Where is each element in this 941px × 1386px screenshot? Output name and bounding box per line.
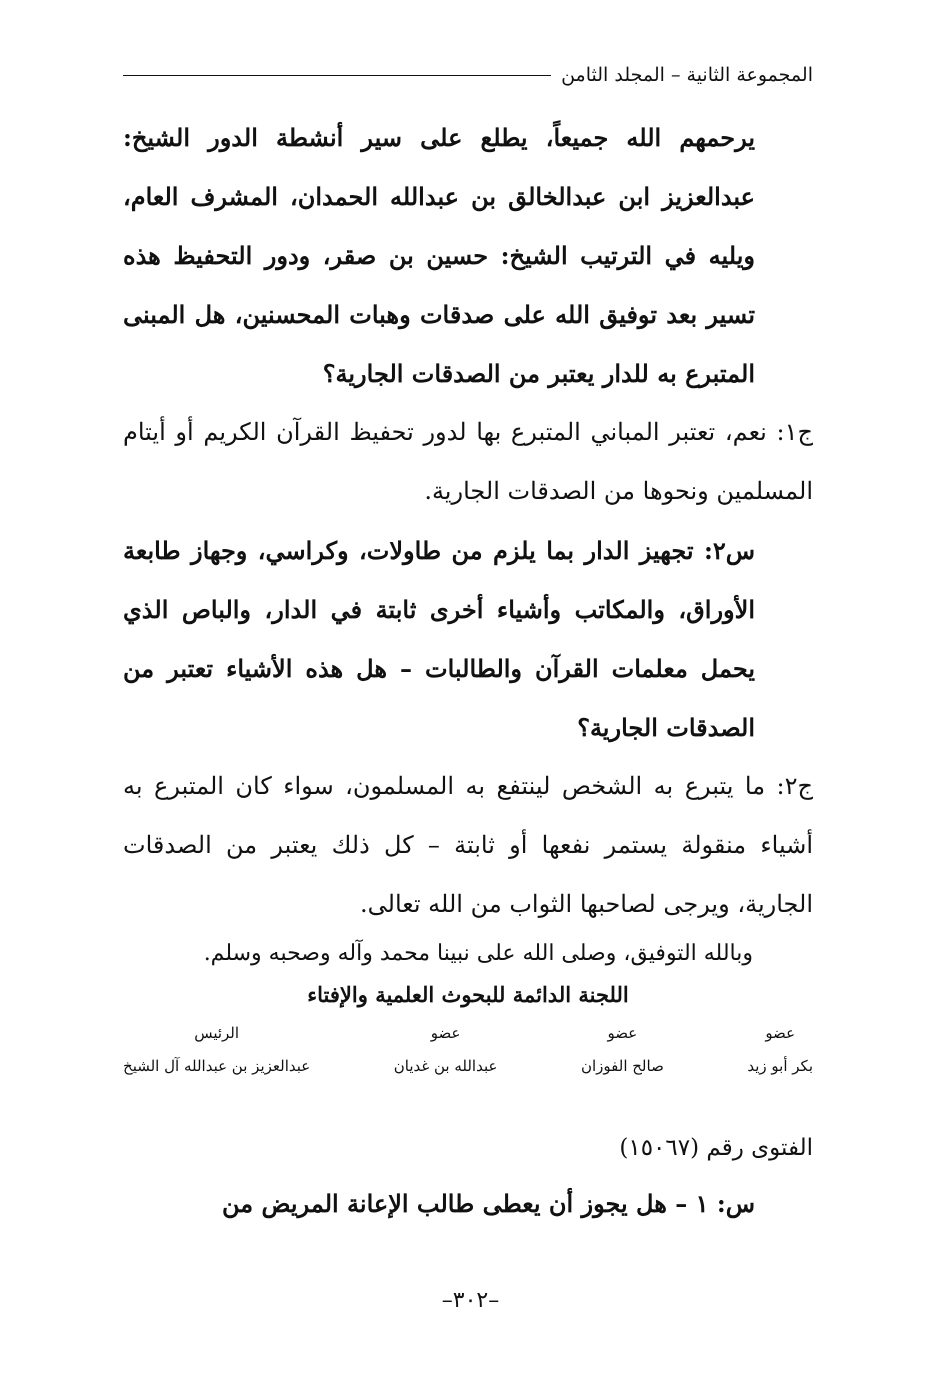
signatory-role: الرئيس	[194, 1024, 240, 1042]
signatory-role: عضو	[765, 1024, 796, 1042]
running-title: المجموعة الثانية – المجلد الثامن	[561, 64, 813, 86]
committee-title: اللجنة الدائمة للبحوث العلمية والإفتاء	[307, 982, 629, 1007]
signatory-role: عضو	[607, 1024, 638, 1042]
signatory	[123, 1018, 310, 1084]
question-paragraph-continued: يرحمهم الله جميعاً، يطلع على سير أنشطة الدور الشيخ: عبدالعزيز ابن عبدالخالق بن عبدالله الحمدان، المشرف العام، ويليه في الترتيب الشيخ: حسين بن صقر، ودور التحفيظ هذه تسير بعد توفيق الله على صدقات وهبات المحسنين، هل المبنى المتبرع به للدار يعتبر من الصدقات الجارية؟	[123, 123, 755, 388]
signatory-name: عبدالعزيز بن عبدالله آل الشيخ	[123, 1057, 311, 1075]
signatories	[123, 1018, 813, 1084]
signatory-name: عبدالله بن غديان	[393, 1057, 498, 1075]
answer-paragraph-2: ج٢: ما يتبرع به الشخص لينتفع به المسلمون، سواء كان المتبرع به أشياء منقولة يستمر نفعها أو ثابتة – كل ذلك يعتبر من الصدقات الجارية، ويرجى لصاحبها الثواب من الله تعالى.	[123, 772, 813, 918]
signatory	[581, 1018, 664, 1084]
page-content	[123, 108, 813, 1228]
next-question: س: ١ – هل يجوز أن يعطى طالب الإعانة المريض من	[222, 1189, 755, 1218]
page-number: –٣٠٢–	[441, 1288, 500, 1313]
fatwa-number: الفتوى رقم (١٥٠٦٧)	[619, 1135, 813, 1161]
signatory-name: صالح الفوزان	[580, 1057, 664, 1075]
running-header	[123, 58, 813, 92]
signatory-name: بكر أبو زيد	[747, 1057, 813, 1075]
signatory	[394, 1018, 498, 1084]
question-paragraph-2: س٢: تجهيز الدار بما يلزم من طاولات، وكراسي، وجهاز طابعة الأوراق، والمكاتب وأشياء أخرى ثابتة في الدار، والباص الذي يحمل معلمات القرآن والطالبات – هل هذه الأشياء تعتبر من الصدقات الجارية؟	[123, 536, 756, 742]
answer-paragraph-1: ج١: نعم، تعتبر المباني المتبرع بها لدور تحفيظ القرآن الكريم أو أيتام المسلمين ونحوها من الصدقات الجارية.	[123, 418, 813, 505]
closing-statement: وبالله التوفيق، وصلى الله على نبينا محمد وآله وصحبه وسلم.	[203, 941, 753, 966]
signatory	[747, 1018, 813, 1084]
signatory-role: عضو	[430, 1024, 461, 1042]
header-rule	[123, 75, 551, 76]
